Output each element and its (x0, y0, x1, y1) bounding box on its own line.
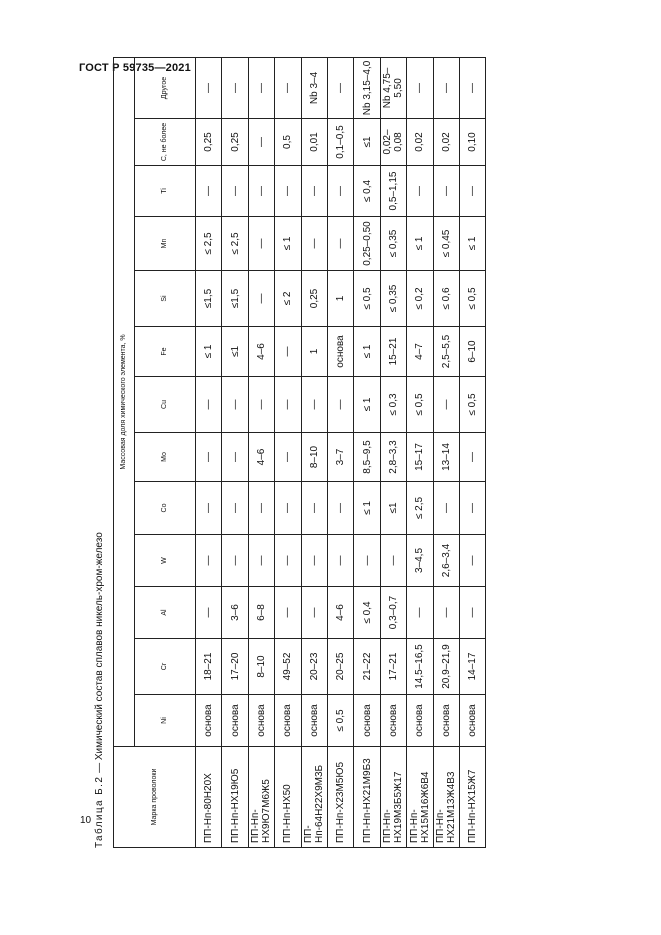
value-cell: — (459, 587, 485, 639)
header-element-8: Si (135, 271, 196, 327)
value-cell: — (327, 166, 353, 217)
value-cell: 0,5–1,15 (380, 166, 406, 217)
value-cell: 18–21 (196, 639, 222, 695)
wire-grade-cell: ПП-Нп-НХ9Ю7М6Ж5 (248, 747, 274, 848)
value-cell: 0,25–0,50 (354, 217, 380, 271)
value-cell: основа (222, 695, 248, 747)
wire-grade-cell: ПП-Нп-НХ21М9Б3 (354, 747, 380, 848)
value-cell: основа (327, 327, 353, 377)
value-cell: ≤ 1 (354, 482, 380, 535)
value-cell: основа (301, 695, 327, 747)
value-cell: 3–7 (327, 433, 353, 482)
table-body (196, 57, 486, 847)
value-cell: — (222, 482, 248, 535)
value-cell: 2,8–3,3 (380, 433, 406, 482)
table-caption-label: Таблица Б.2 (94, 775, 105, 848)
document-title: ГОСТ Р 59735—2021 (79, 62, 191, 74)
header-element-6: Cu (135, 377, 196, 433)
value-cell: — (301, 166, 327, 217)
table-row (301, 57, 327, 847)
value-cell: — (354, 535, 380, 587)
value-cell: 21–22 (354, 639, 380, 695)
value-cell: — (459, 57, 485, 118)
table-row (327, 57, 353, 847)
value-cell: ≤ 0,6 (433, 271, 459, 327)
wire-grade-cell: ПП-Нп-НХ19М3Б5Ж17 (380, 747, 406, 848)
value-cell: — (380, 535, 406, 587)
value-cell: основа (433, 695, 459, 747)
value-cell: — (433, 166, 459, 217)
table-row (433, 57, 459, 847)
value-cell: ≤ 1 (275, 217, 301, 271)
table-row (248, 57, 274, 847)
value-cell: ≤ 0,3 (380, 377, 406, 433)
wire-grade-cell: ПП-Нп-НХ15Ж7 (459, 747, 485, 848)
header-element-9: Mn (135, 217, 196, 271)
value-cell: 13–14 (433, 433, 459, 482)
value-cell: 0,02 (407, 119, 433, 166)
value-cell: — (275, 166, 301, 217)
value-cell: — (248, 535, 274, 587)
value-cell: 1 (301, 327, 327, 377)
value-cell: 14–17 (459, 639, 485, 695)
value-cell: — (275, 482, 301, 535)
value-cell: — (301, 377, 327, 433)
header-element-7: Fe (135, 327, 196, 377)
value-cell: 4–6 (327, 587, 353, 639)
value-cell: ≤1 (354, 119, 380, 166)
value-cell: 2,5–5,5 (433, 327, 459, 377)
table-caption-text: — Химический состав сплавов никель-хром-железо (94, 532, 105, 776)
value-cell: ≤1 (380, 482, 406, 535)
header-element-0: Ni (135, 695, 196, 747)
value-cell: ≤ 0,5 (407, 377, 433, 433)
value-cell: — (301, 535, 327, 587)
value-cell: ≤ 0,5 (327, 695, 353, 747)
value-cell: — (327, 535, 353, 587)
value-cell: 4–6 (248, 327, 274, 377)
value-cell: 3–4,5 (407, 535, 433, 587)
value-cell: — (327, 217, 353, 271)
value-cell: основа (459, 695, 485, 747)
header-wire-grade: Марка проволоки (114, 747, 196, 848)
value-cell: ≤1,5 (222, 271, 248, 327)
value-cell: Nb 3,15–4,0 (354, 57, 380, 118)
value-cell: — (275, 327, 301, 377)
value-cell: 0,25 (222, 119, 248, 166)
value-cell: 0,1–0,5 (327, 119, 353, 166)
wire-grade-cell: ПП-Нп-НХ15М16Ж6В4 (407, 747, 433, 848)
value-cell: 14,5–16,5 (407, 639, 433, 695)
value-cell: — (327, 377, 353, 433)
table-row (354, 57, 380, 847)
header-element-12: Другое (135, 57, 196, 118)
value-cell: — (196, 433, 222, 482)
value-cell: 0,25 (196, 119, 222, 166)
header-element-10: Ti (135, 166, 196, 217)
value-cell: 17–20 (222, 639, 248, 695)
value-cell: ≤ 2,5 (407, 482, 433, 535)
value-cell: — (327, 57, 353, 118)
header-mass-fraction-group: Массовая доля химического элемента, % (114, 57, 135, 746)
value-cell: 49–52 (275, 639, 301, 695)
value-cell: ≤ 0,4 (354, 587, 380, 639)
value-cell: — (222, 377, 248, 433)
value-cell: — (459, 535, 485, 587)
wire-grade-cell: ПП-Нп-НХ19Ю5 (222, 747, 248, 848)
value-cell: ≤ 0,5 (459, 271, 485, 327)
value-cell: 17–21 (380, 639, 406, 695)
header-element-3: W (135, 535, 196, 587)
table-row (459, 57, 485, 847)
value-cell: 0,25 (301, 271, 327, 327)
value-cell: — (222, 57, 248, 118)
value-cell: — (407, 587, 433, 639)
value-cell: — (301, 587, 327, 639)
chemical-composition-table (113, 57, 486, 848)
value-cell: — (433, 377, 459, 433)
value-cell: 0,01 (301, 119, 327, 166)
value-cell: — (433, 57, 459, 118)
value-cell: 15–21 (380, 327, 406, 377)
value-cell: — (248, 377, 274, 433)
value-cell: основа (407, 695, 433, 747)
header-element-2: Al (135, 587, 196, 639)
value-cell: ≤ 2,5 (196, 217, 222, 271)
value-cell: ≤ 2,5 (222, 217, 248, 271)
value-cell: — (459, 482, 485, 535)
value-cell: основа (354, 695, 380, 747)
value-cell: — (301, 482, 327, 535)
value-cell: 8,5–9,5 (354, 433, 380, 482)
value-cell: 20,9–21,9 (433, 639, 459, 695)
value-cell: ≤ 0,35 (380, 271, 406, 327)
table-row (407, 57, 433, 847)
value-cell: — (248, 217, 274, 271)
value-cell: — (433, 482, 459, 535)
value-cell: — (222, 433, 248, 482)
value-cell: — (459, 433, 485, 482)
value-cell: 3–6 (222, 587, 248, 639)
value-cell: ≤ 1 (459, 217, 485, 271)
value-cell: — (248, 271, 274, 327)
value-cell: основа (248, 695, 274, 747)
value-cell: — (301, 217, 327, 271)
value-cell: Nb 3–4 (301, 57, 327, 118)
header-element-11: C, не более (135, 119, 196, 166)
table-row (275, 57, 301, 847)
value-cell: — (196, 57, 222, 118)
value-cell: 20–25 (327, 639, 353, 695)
value-cell: 4–7 (407, 327, 433, 377)
wire-grade-cell: ПП-Нп-Х23М5Ю5 (327, 747, 353, 848)
value-cell: — (196, 587, 222, 639)
value-cell: — (327, 482, 353, 535)
value-cell: 6–10 (459, 327, 485, 377)
value-cell: — (275, 377, 301, 433)
value-cell: Nb 4,75–5,50 (380, 57, 406, 118)
value-cell: ≤ 0,45 (433, 217, 459, 271)
value-cell: — (275, 535, 301, 587)
value-cell: 2,6–3,4 (433, 535, 459, 587)
value-cell: 0,02–0,08 (380, 119, 406, 166)
value-cell: 0,3–0,7 (380, 587, 406, 639)
value-cell: основа (275, 695, 301, 747)
value-cell: 4–6 (248, 433, 274, 482)
header-element-5: Mo (135, 433, 196, 482)
value-cell: — (248, 482, 274, 535)
value-cell: — (275, 587, 301, 639)
value-cell: — (407, 57, 433, 118)
header-element-1: Cr (135, 639, 196, 695)
value-cell: основа (380, 695, 406, 747)
page-number: 10 (80, 815, 92, 826)
value-cell: 20–23 (301, 639, 327, 695)
value-cell: — (196, 535, 222, 587)
value-cell: ≤ 1 (354, 377, 380, 433)
value-cell: — (248, 119, 274, 166)
value-cell: 6–8 (248, 587, 274, 639)
value-cell: — (248, 57, 274, 118)
table-header (114, 57, 196, 847)
value-cell: ≤ 0,5 (459, 377, 485, 433)
value-cell: ≤ 0,4 (354, 166, 380, 217)
value-cell: ≤1,5 (196, 271, 222, 327)
table-caption (93, 78, 113, 848)
value-cell: — (407, 166, 433, 217)
wire-grade-cell: ПП-Нп-80Н20Х (196, 747, 222, 848)
value-cell: ≤ 1 (407, 217, 433, 271)
wire-grade-cell: ПП-Нп-НХ50 (275, 747, 301, 848)
value-cell: — (196, 482, 222, 535)
value-cell: 0,10 (459, 119, 485, 166)
value-cell: ≤ 1 (354, 327, 380, 377)
value-cell: 8–10 (301, 433, 327, 482)
table-row (196, 57, 222, 847)
wire-grade-cell: ПП-Нп-НХ21М13Ж4В3 (433, 747, 459, 848)
value-cell: — (433, 587, 459, 639)
value-cell: — (196, 377, 222, 433)
value-cell: ≤ 2 (275, 271, 301, 327)
table-row (222, 57, 248, 847)
value-cell: 0,5 (275, 119, 301, 166)
value-cell: — (222, 166, 248, 217)
value-cell: ≤ 0,2 (407, 271, 433, 327)
value-cell: — (222, 535, 248, 587)
value-cell: ≤ 0,35 (380, 217, 406, 271)
value-cell: — (459, 166, 485, 217)
value-cell: — (248, 166, 274, 217)
value-cell: 0,02 (433, 119, 459, 166)
value-cell: ≤ 0,5 (354, 271, 380, 327)
value-cell: ≤ 1 (196, 327, 222, 377)
value-cell: основа (196, 695, 222, 747)
value-cell: — (275, 433, 301, 482)
value-cell: ≤1 (222, 327, 248, 377)
value-cell: — (275, 57, 301, 118)
table-row (380, 57, 406, 847)
value-cell: 1 (327, 271, 353, 327)
wire-grade-cell: ПП-Нп-64Н22Х9М3Б (301, 747, 327, 848)
value-cell: 8–10 (248, 639, 274, 695)
value-cell: 15–17 (407, 433, 433, 482)
header-element-4: Co (135, 482, 196, 535)
value-cell: — (196, 166, 222, 217)
